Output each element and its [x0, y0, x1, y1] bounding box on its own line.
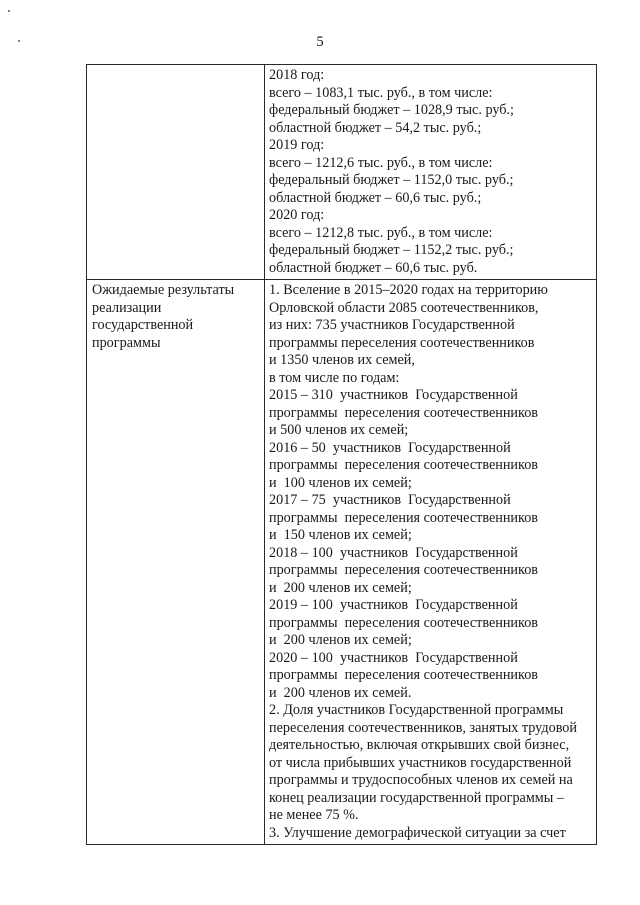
text-line: всего – 1083,1 тыс. руб., в том числе:: [269, 84, 493, 101]
text-line: 2020 год:: [269, 207, 325, 223]
text-line: 2018 год:: [269, 67, 325, 83]
text-line: программы переселения соотечественников: [269, 334, 535, 351]
text-line: программы переселения соотечественников: [269, 404, 538, 421]
text-line: программы переселения соотечественников: [269, 509, 538, 526]
text-line: 1. Вселение в 2015–2020 годах на территорию: [269, 282, 548, 298]
text-line: областной бюджет – 60,6 тыс. руб.: [269, 259, 478, 276]
text-line: 2019 – 100 участников Государственной: [269, 597, 518, 613]
text-line: 2016 – 50 участников Государственной: [269, 439, 511, 456]
text-line: деятельностью, включая открывших свой бизнес,: [269, 737, 570, 753]
text-line: из них: 735 участников Государственной: [269, 317, 515, 333]
text-line: федеральный бюджет – 1152,2 тыс. руб.;: [269, 242, 514, 258]
text-line: в том числе по годам:: [269, 369, 400, 386]
label-line: государственной: [92, 317, 194, 333]
text-line: программы переселения соотечественников: [269, 614, 538, 631]
text-line: переселения соотечественников, занятых трудовой: [269, 719, 577, 736]
text-line: областной бюджет – 60,6 тыс. руб.;: [269, 189, 482, 206]
text-line: областной бюджет – 54,2 тыс. руб.;: [269, 119, 482, 136]
text-line: Орловской области 2085 соотечественников,: [269, 299, 539, 316]
funding-row: [87, 65, 597, 280]
text-line: федеральный бюджет – 1028,9 тыс. руб.;: [269, 102, 514, 118]
text-line: 3. Улучшение демографической ситуации за счет: [269, 824, 566, 841]
label-line: программы: [92, 334, 161, 351]
text-line: 2018 – 100 участников Государственной: [269, 544, 518, 561]
text-line: федеральный бюджет – 1152,0 тыс. руб.;: [269, 172, 514, 188]
expected-results-row: [87, 280, 597, 845]
page-number: 5: [316, 34, 324, 50]
text-line: программы и трудоспособных членов их семей на: [269, 772, 573, 788]
text-line: от числа прибывших участников государственной: [269, 754, 572, 771]
label-line: Ожидаемые результаты: [92, 282, 235, 298]
label-line: реализации: [92, 299, 162, 316]
text-line: программы переселения соотечественников: [269, 667, 538, 683]
text-line: 2019 год:: [269, 137, 325, 153]
program-passport-table: [86, 64, 597, 845]
text-line: программы переселения соотечественников: [269, 457, 538, 473]
funding-label-cell: [87, 65, 265, 280]
text-line: 2. Доля участников Государственной программы: [269, 702, 564, 718]
text-line: 2020 – 100 участников Государственной: [269, 649, 518, 666]
text-line: и 200 членов их семей;: [269, 579, 412, 596]
funding-value-cell: [265, 65, 597, 280]
expected-results-value-cell: [265, 280, 597, 845]
text-line: конец реализации государственной программы –: [269, 789, 564, 806]
text-line: и 1350 членов их семей,: [269, 352, 415, 368]
text-line: не менее 75 %.: [269, 807, 359, 823]
expected-results-label-cell: [87, 280, 265, 845]
text-line: программы переселения соотечественников: [269, 562, 538, 578]
text-line: 2015 – 310 участников Государственной: [269, 387, 518, 403]
text-line: и 150 членов их семей;: [269, 527, 412, 543]
text-line: и 100 членов их семей;: [269, 474, 412, 491]
scan-speck: [8, 10, 10, 12]
text-line: и 500 членов их семей;: [269, 422, 409, 438]
text-line: и 200 членов их семей;: [269, 632, 412, 648]
text-line: всего – 1212,8 тыс. руб., в том числе:: [269, 224, 493, 241]
text-line: 2017 – 75 участников Государственной: [269, 492, 511, 508]
text-line: и 200 членов их семей.: [269, 684, 412, 701]
text-line: всего – 1212,6 тыс. руб., в том числе:: [269, 154, 493, 171]
